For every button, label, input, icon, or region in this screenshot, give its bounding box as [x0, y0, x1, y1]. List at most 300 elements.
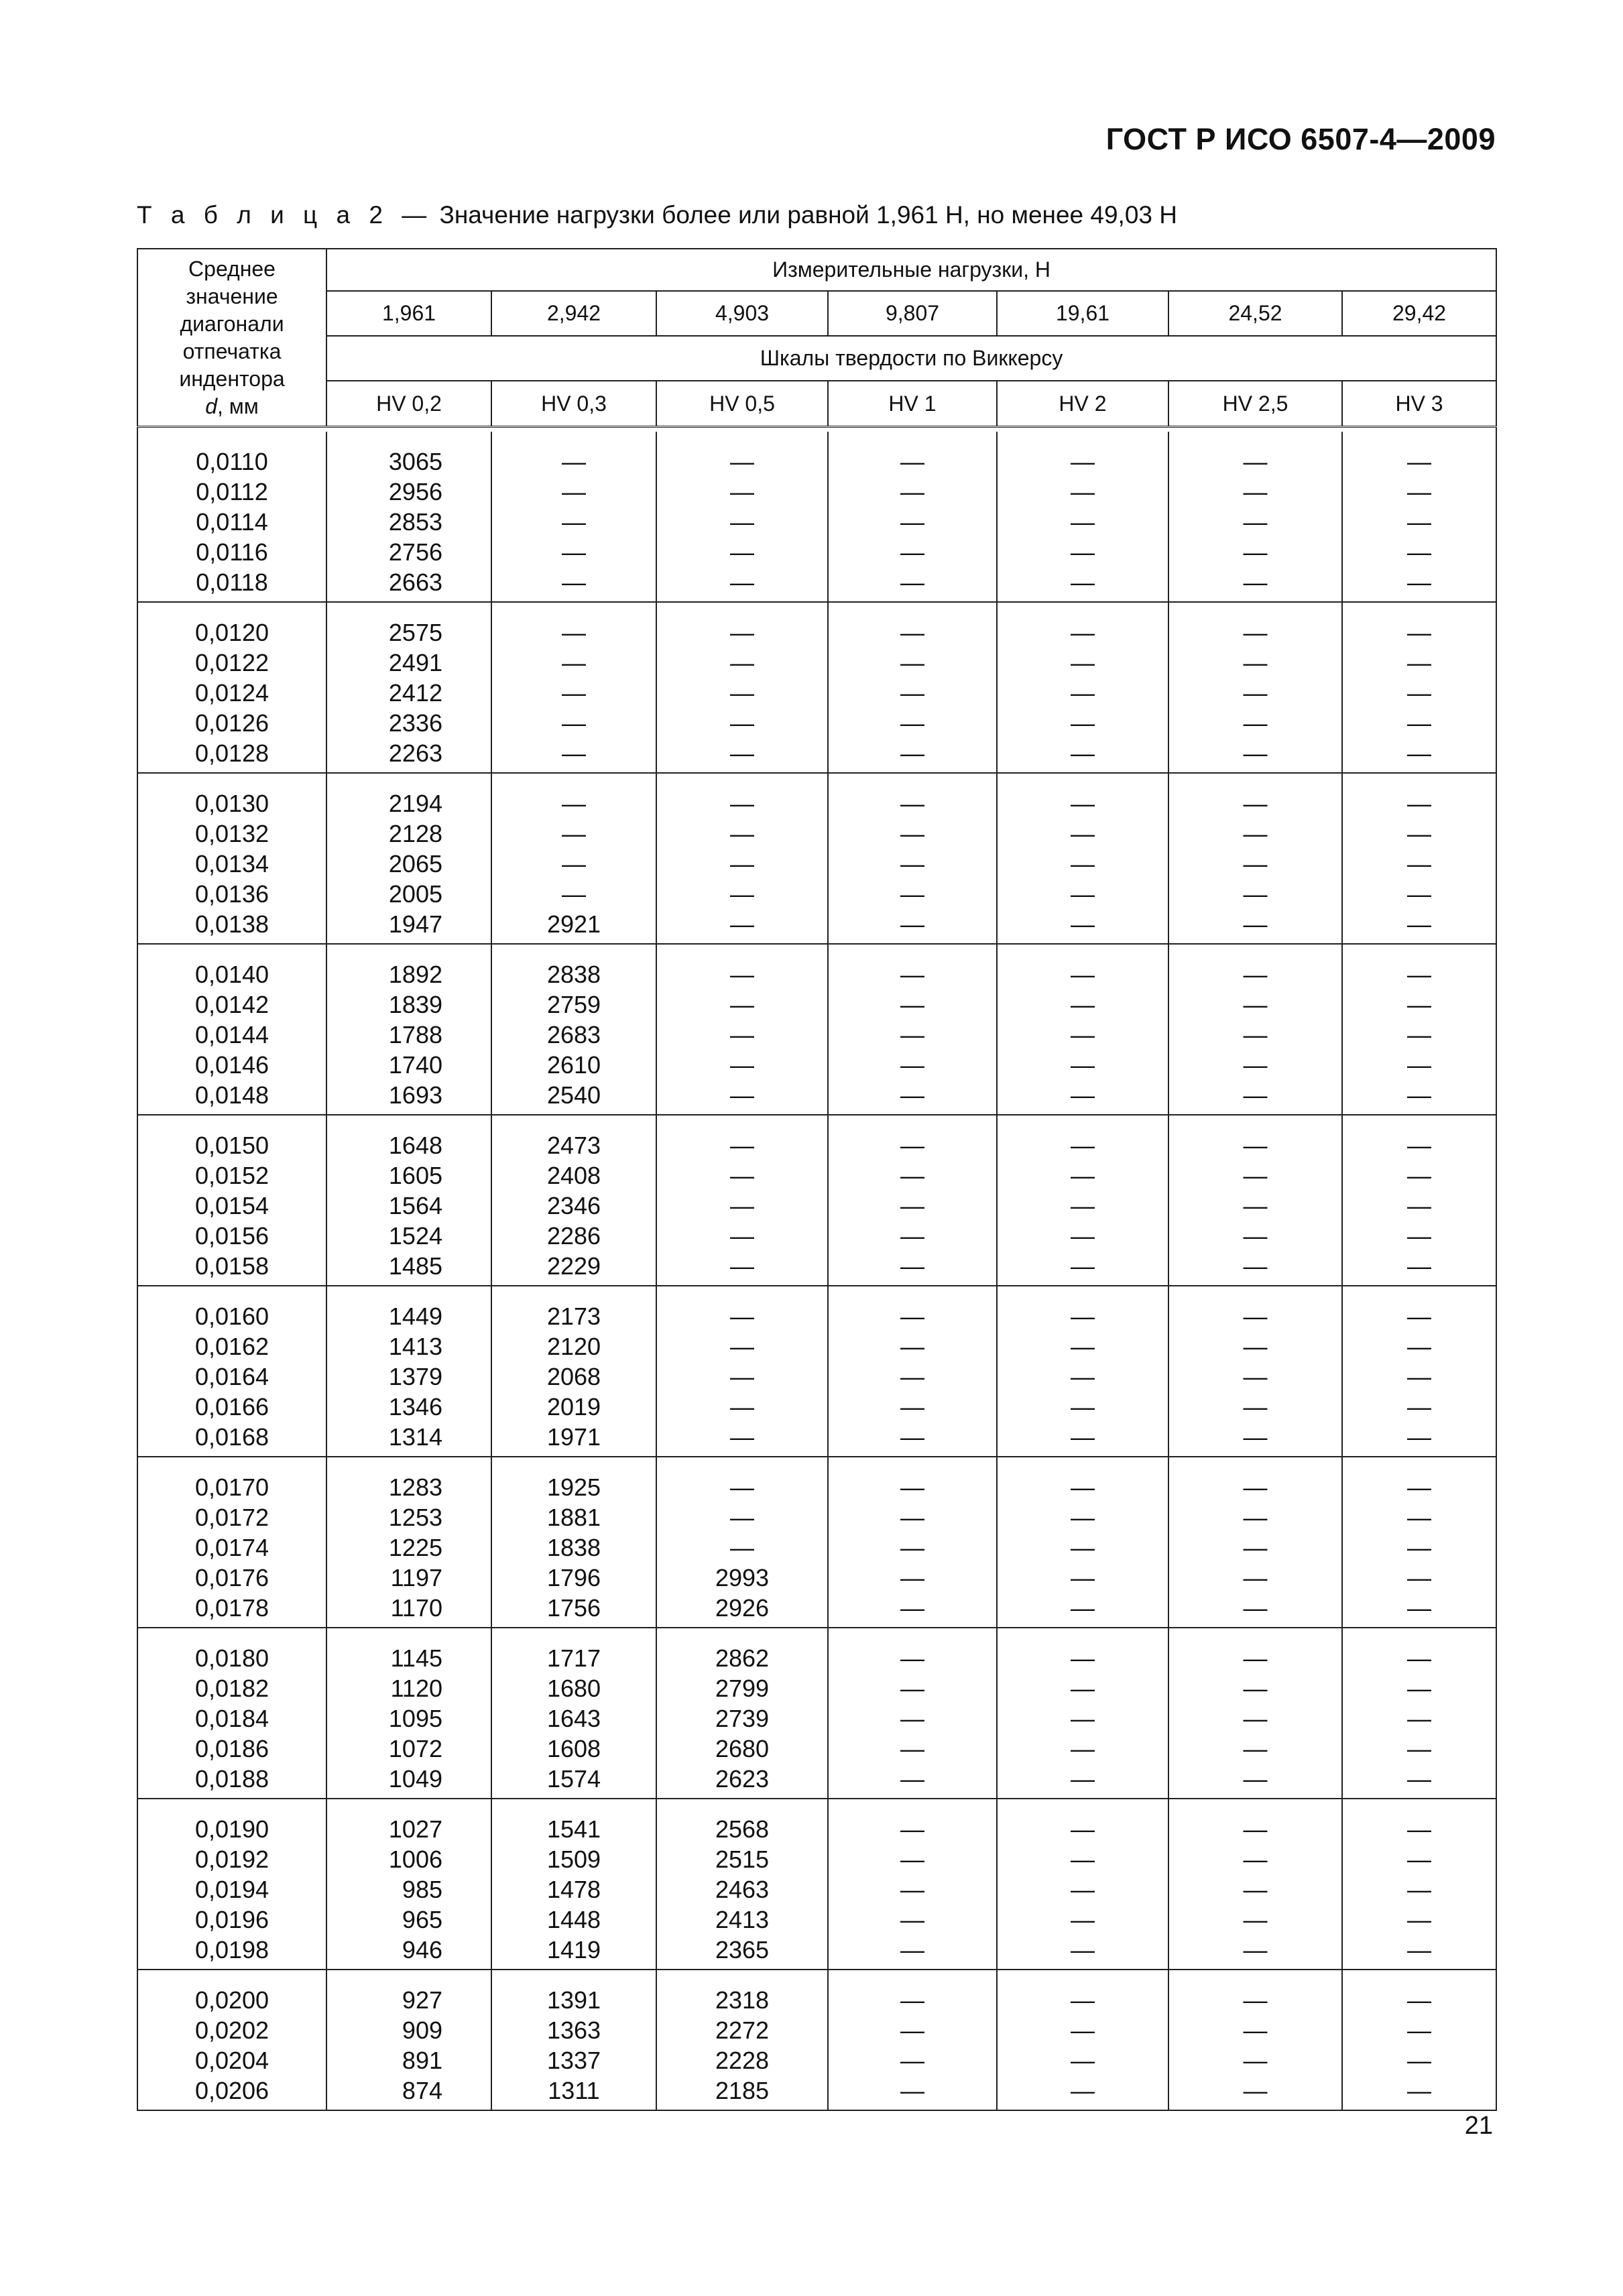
table-row [137, 2015, 1496, 2045]
scale-header-cell: HV 2,5 [1168, 381, 1342, 427]
scale-header-cell: HV 1 [828, 381, 997, 427]
hardness-cell: 1419 [491, 1935, 656, 1970]
hardness-cell: 2663 [326, 567, 491, 602]
diagonal-cell: 0,0182 [137, 1673, 326, 1703]
diagonal-cell: 0,0130 [137, 773, 326, 819]
hardness-cell: — [828, 1115, 997, 1160]
hardness-cell: 1680 [491, 1673, 656, 1703]
hardness-cell: — [1342, 1703, 1496, 1734]
hardness-cell: 1648 [326, 1115, 491, 1160]
table-row [137, 1191, 1496, 1221]
hardness-cell: — [828, 708, 997, 738]
load-header-cell: 9,807 [828, 291, 997, 336]
hardness-cell: 2263 [326, 738, 491, 773]
hardness-cell: — [1342, 1502, 1496, 1532]
hardness-cell: — [997, 989, 1168, 1020]
hardness-cell: — [828, 2075, 997, 2110]
hardness-cell: 2068 [491, 1362, 656, 1392]
hardness-cell: 1717 [491, 1628, 656, 1673]
hardness-cell: — [997, 1593, 1168, 1628]
hardness-cell: — [828, 1020, 997, 1050]
hardness-cell: — [997, 1191, 1168, 1221]
table-row [137, 1628, 1496, 1673]
load-header-cell: 24,52 [1168, 291, 1342, 336]
hardness-cell: 1756 [491, 1593, 656, 1628]
hardness-cell: — [828, 2045, 997, 2075]
hardness-cell: 1314 [326, 1422, 491, 1457]
hardness-cell: — [1168, 1799, 1342, 1844]
diagonal-cell: 0,0150 [137, 1115, 326, 1160]
hardness-cell: — [828, 1362, 997, 1392]
hardness-cell: — [1168, 773, 1342, 819]
hardness-cell: 1225 [326, 1532, 491, 1563]
hardness-cell: — [1342, 1532, 1496, 1563]
hardness-cell: 2185 [656, 2075, 828, 2110]
hardness-cell: — [828, 1703, 997, 1734]
table-row [137, 738, 1496, 773]
caption-prefix: Т а б л и ц а 2 — [137, 201, 433, 229]
hardness-cell: — [656, 1392, 828, 1422]
hardness-cell: — [828, 909, 997, 944]
hardness-cell: — [1168, 1970, 1342, 2015]
hardness-cell: — [1168, 1080, 1342, 1115]
table-row [137, 1422, 1496, 1457]
hardness-cell: — [997, 1286, 1168, 1331]
hardness-cell: 2568 [656, 1799, 828, 1844]
diagonal-cell: 0,0128 [137, 738, 326, 773]
hardness-cell: 1120 [326, 1673, 491, 1703]
table-row-group [137, 1457, 1496, 1628]
hardness-cell: — [656, 708, 828, 738]
hardness-cell: 1881 [491, 1502, 656, 1532]
diagonal-cell: 0,0192 [137, 1844, 326, 1874]
hardness-cell: — [997, 1221, 1168, 1251]
hardness-cell: — [656, 909, 828, 944]
hardness-cell: — [997, 2015, 1168, 2045]
hardness-cell: — [1342, 1935, 1496, 1970]
table-row [137, 708, 1496, 738]
hardness-cell: — [656, 1020, 828, 1050]
hardness-cell: 1363 [491, 2015, 656, 2045]
scale-header-cell: HV 0,3 [491, 381, 656, 427]
hardness-cell: 1693 [326, 1080, 491, 1115]
hardness-cell: 1197 [326, 1563, 491, 1593]
hardness-cell: — [656, 678, 828, 708]
hardness-cell: — [1168, 1502, 1342, 1532]
hardness-cell: 1839 [326, 989, 491, 1020]
hardness-cell: — [491, 602, 656, 648]
hardness-cell: — [656, 738, 828, 773]
hardness-cell: — [997, 1935, 1168, 1970]
hardness-cell: — [1342, 2045, 1496, 2075]
diagonal-cell: 0,0158 [137, 1251, 326, 1286]
hardness-cell: — [1168, 507, 1342, 537]
hardness-cell: — [1342, 1593, 1496, 1628]
hardness-cell: — [656, 1502, 828, 1532]
hardness-cell: — [997, 432, 1168, 477]
hardness-cell: — [1342, 849, 1496, 879]
table-row [137, 678, 1496, 708]
table-row [137, 1935, 1496, 1970]
document-code: ГОСТ Р ИСО 6507-4—2009 [1105, 122, 1496, 156]
table-row [137, 1080, 1496, 1115]
hardness-cell: — [1342, 1844, 1496, 1874]
hardness-cell: — [997, 738, 1168, 773]
hardness-cell: — [997, 1362, 1168, 1392]
hardness-cell: — [1168, 1844, 1342, 1874]
hardness-cell: — [828, 944, 997, 989]
hardness-cell: — [1342, 1050, 1496, 1080]
hardness-cell: — [656, 879, 828, 909]
hardness-cell: 2473 [491, 1115, 656, 1160]
hardness-cell: — [1168, 2045, 1342, 2075]
hardness-cell: — [491, 738, 656, 773]
hardness-cell: — [997, 678, 1168, 708]
table-row [137, 432, 1496, 477]
hardness-cell: — [997, 1628, 1168, 1673]
diagonal-cell: 0,0194 [137, 1874, 326, 1905]
hardness-cell: 1608 [491, 1734, 656, 1764]
hardness-cell: — [1168, 1362, 1342, 1392]
table-row [137, 2045, 1496, 2075]
hardness-cell: — [828, 648, 997, 678]
hardness-cell: — [1168, 1874, 1342, 1905]
hardness-cell: 1379 [326, 1362, 491, 1392]
hardness-cell: — [997, 477, 1168, 507]
hardness-cell: 1145 [326, 1628, 491, 1673]
table-row [137, 1050, 1496, 1080]
hardness-cell: — [828, 1673, 997, 1703]
table-row [137, 507, 1496, 537]
hardness-cell: 1892 [326, 944, 491, 989]
hardness-cell: — [1168, 1331, 1342, 1362]
hardness-cell: — [828, 1502, 997, 1532]
hardness-cell: 1971 [491, 1422, 656, 1457]
diagonal-cell: 0,0122 [137, 648, 326, 678]
diagonal-cell: 0,0144 [137, 1020, 326, 1050]
hardness-cell: 1643 [491, 1703, 656, 1734]
diagonal-cell: 0,0148 [137, 1080, 326, 1115]
hardness-cell: 2799 [656, 1673, 828, 1703]
load-header-cell: 29,42 [1342, 291, 1496, 336]
hardness-cell: — [1342, 1457, 1496, 1502]
hardness-cell: 1541 [491, 1799, 656, 1844]
table-row [137, 1221, 1496, 1251]
hardness-cell: 2683 [491, 1020, 656, 1050]
hardness-cell: 1283 [326, 1457, 491, 1502]
hardness-cell: — [828, 537, 997, 567]
hardness-cell: — [997, 2075, 1168, 2110]
hardness-cell: 2759 [491, 989, 656, 1020]
hardness-cell: — [656, 1115, 828, 1160]
hardness-cell: — [491, 477, 656, 507]
hardness-cell: — [997, 1844, 1168, 1874]
hardness-cell: — [1342, 1874, 1496, 1905]
hardness-cell: — [828, 849, 997, 879]
diagonal-cell: 0,0154 [137, 1191, 326, 1221]
diagonal-cell: 0,0164 [137, 1362, 326, 1392]
hardness-cell: — [828, 1532, 997, 1563]
hardness-cell: — [997, 1115, 1168, 1160]
hardness-cell: — [1168, 1593, 1342, 1628]
hardness-cell: — [1168, 1532, 1342, 1563]
scale-header-cell: HV 0,2 [326, 381, 491, 427]
hardness-cell: 1253 [326, 1502, 491, 1532]
load-header-cell: 1,961 [326, 291, 491, 336]
hardness-cell: — [491, 537, 656, 567]
hardness-cell: 1838 [491, 1532, 656, 1563]
hardness-cell: — [1168, 1703, 1342, 1734]
hardness-cell: — [1168, 909, 1342, 944]
hardness-cell: — [1342, 1160, 1496, 1191]
hardness-cell: — [1342, 2075, 1496, 2110]
table-row [137, 849, 1496, 879]
hardness-cell: — [1168, 537, 1342, 567]
table-row [137, 1502, 1496, 1532]
hardness-cell: — [1168, 708, 1342, 738]
hardness-cell: 2575 [326, 602, 491, 648]
diagonal-column-header: Среднее значение диагонали отпечатка индентора d, мм [137, 249, 326, 427]
hardness-cell: — [828, 1251, 997, 1286]
table-row [137, 819, 1496, 849]
hardness-cell: — [828, 1799, 997, 1844]
load-header-cell: 2,942 [491, 291, 656, 336]
table-row [137, 909, 1496, 944]
hardness-cell: 1509 [491, 1844, 656, 1874]
hardness-cell: — [1168, 819, 1342, 849]
hardness-cell: — [828, 1874, 997, 1905]
hardness-cell: — [828, 1286, 997, 1331]
hardness-cell: 1605 [326, 1160, 491, 1191]
hardness-cell: — [656, 507, 828, 537]
hardness-cell: 1311 [491, 2075, 656, 2110]
hardness-cell: 2365 [656, 1935, 828, 1970]
hardness-cell: — [656, 1362, 828, 1392]
diagonal-cell: 0,0138 [137, 909, 326, 944]
table-row [137, 1905, 1496, 1935]
hardness-cell: — [828, 507, 997, 537]
hardness-cell: — [828, 477, 997, 507]
hardness-cell: — [997, 1392, 1168, 1422]
hardness-cell: — [828, 2015, 997, 2045]
hardness-cell: — [1168, 944, 1342, 989]
table-caption [137, 201, 1177, 229]
hardness-cell: — [1168, 648, 1342, 678]
hardness-cell: — [828, 738, 997, 773]
hardness-cell: 2956 [326, 477, 491, 507]
hardness-cell: 874 [326, 2075, 491, 2110]
table-row-group [137, 1970, 1496, 2110]
table-row [137, 1799, 1496, 1844]
hardness-cell: — [997, 567, 1168, 602]
hardness-cell: — [997, 1502, 1168, 1532]
diagonal-cell: 0,0114 [137, 507, 326, 537]
hardness-cell: — [1342, 537, 1496, 567]
hardness-cell: — [828, 1221, 997, 1251]
hardness-cell: — [828, 1080, 997, 1115]
hardness-cell: — [1342, 909, 1496, 944]
diagonal-cell: 0,0200 [137, 1970, 326, 2015]
hardness-cell: 1027 [326, 1799, 491, 1844]
diagonal-cell: 0,0110 [137, 432, 326, 477]
hardness-cell: 2408 [491, 1160, 656, 1191]
hardness-cell: — [1342, 1799, 1496, 1844]
hardness-cell: — [1342, 1251, 1496, 1286]
hardness-cell: — [997, 1050, 1168, 1080]
hardness-cell: — [1342, 567, 1496, 602]
hardness-cell: 1072 [326, 1734, 491, 1764]
diagonal-cell: 0,0206 [137, 2075, 326, 2110]
hardness-cell: 927 [326, 1970, 491, 2015]
diagonal-cell: 0,0168 [137, 1422, 326, 1457]
hardness-cell: — [828, 602, 997, 648]
hardness-cell: 2413 [656, 1905, 828, 1935]
hardness-cell: — [491, 567, 656, 602]
table-row [137, 773, 1496, 819]
table-row-group [137, 1799, 1496, 1970]
hardness-cell: — [491, 773, 656, 819]
hardness-cell: — [997, 944, 1168, 989]
hardness-cell: 2346 [491, 1191, 656, 1221]
diagonal-cell: 0,0190 [137, 1799, 326, 1844]
scale-header-cell: HV 2 [997, 381, 1168, 427]
table-row [137, 1362, 1496, 1392]
hardness-cell: 1337 [491, 2045, 656, 2075]
hardness-cell: — [1342, 1673, 1496, 1703]
hardness-cell: — [491, 648, 656, 678]
table-row [137, 1532, 1496, 1563]
hardness-cell: — [491, 708, 656, 738]
hardness-cell: — [656, 1221, 828, 1251]
table-row-group [137, 432, 1496, 602]
hardness-cell: — [1342, 1905, 1496, 1935]
hardness-cell: — [828, 678, 997, 708]
hardness-cell: — [656, 989, 828, 1020]
hardness-cell: — [828, 1563, 997, 1593]
hardness-cell: 1170 [326, 1593, 491, 1628]
hardness-cell: — [1168, 2015, 1342, 2045]
hardness-cell: — [828, 432, 997, 477]
hardness-cell: — [997, 879, 1168, 909]
hardness-cell: 985 [326, 1874, 491, 1905]
hardness-cell: 2336 [326, 708, 491, 738]
table-row [137, 1844, 1496, 1874]
table-row [137, 1160, 1496, 1191]
hardness-cell: — [1168, 477, 1342, 507]
table-row [137, 1563, 1496, 1593]
table-row [137, 1874, 1496, 1905]
hardness-cell: 1564 [326, 1191, 491, 1221]
hardness-cell: — [1342, 2015, 1496, 2045]
diagonal-cell: 0,0140 [137, 944, 326, 989]
hardness-cell: 2120 [491, 1331, 656, 1362]
hardness-cell: — [1342, 879, 1496, 909]
hardness-cell: — [656, 567, 828, 602]
hardness-cell: — [828, 879, 997, 909]
hardness-cell: 1485 [326, 1251, 491, 1286]
loads-header: Измерительные нагрузки, Н [326, 249, 1496, 291]
hardness-cell: — [1168, 1673, 1342, 1703]
table-row [137, 1734, 1496, 1764]
hardness-cell: — [491, 432, 656, 477]
hardness-cell: — [1168, 1286, 1342, 1331]
hardness-cell: — [997, 1251, 1168, 1286]
diagonal-cell: 0,0132 [137, 819, 326, 849]
hardness-cell: — [491, 849, 656, 879]
table-row [137, 1331, 1496, 1362]
hardness-cell: — [997, 849, 1168, 879]
hardness-cell: — [997, 1764, 1168, 1799]
caption-text: Значение нагрузки более или равной 1,961 Н, но менее 49,03 Н [439, 201, 1177, 229]
hardness-cell: — [1168, 1191, 1342, 1221]
hardness-cell: — [997, 819, 1168, 849]
hardness-cell: — [997, 507, 1168, 537]
diagonal-cell: 0,0136 [137, 879, 326, 909]
diagonal-cell: 0,0188 [137, 1764, 326, 1799]
hardness-cell: — [1342, 678, 1496, 708]
hardness-cell: 1049 [326, 1764, 491, 1799]
hardness-cell: — [491, 879, 656, 909]
table-row-group [137, 773, 1496, 944]
hardness-cell: — [1168, 738, 1342, 773]
table-row [137, 1593, 1496, 1628]
hardness-cell: 2229 [491, 1251, 656, 1286]
hardness-cell: — [1342, 1970, 1496, 2015]
diagonal-cell: 0,0166 [137, 1392, 326, 1422]
diagonal-cell: 0,0204 [137, 2045, 326, 2075]
hardness-cell: — [656, 1286, 828, 1331]
table-row [137, 1020, 1496, 1050]
diagonal-cell: 0,0146 [137, 1050, 326, 1080]
hardness-cell: — [656, 1191, 828, 1221]
table-row-group [137, 1286, 1496, 1457]
hardness-cell: — [1168, 602, 1342, 648]
hardness-cell: — [1342, 1115, 1496, 1160]
hardness-cell: 946 [326, 1935, 491, 1970]
hardness-cell: — [656, 432, 828, 477]
table-row [137, 989, 1496, 1020]
hardness-cell: — [997, 1422, 1168, 1457]
hardness-cell: — [1168, 567, 1342, 602]
diagonal-cell: 0,0160 [137, 1286, 326, 1331]
table-row [137, 477, 1496, 507]
hardness-cell: — [1168, 849, 1342, 879]
hardness-cell: — [997, 909, 1168, 944]
hardness-cell: 1788 [326, 1020, 491, 1050]
hardness-cell: 1449 [326, 1286, 491, 1331]
diagonal-unit: d, мм [205, 394, 259, 418]
hardness-cell: — [1168, 1764, 1342, 1799]
hardness-cell: 2926 [656, 1593, 828, 1628]
hardness-cell: 909 [326, 2015, 491, 2045]
hardness-cell: 2862 [656, 1628, 828, 1673]
hardness-cell: 2610 [491, 1050, 656, 1080]
hardness-cell: — [828, 1734, 997, 1764]
table-row-group [137, 602, 1496, 773]
table-row [137, 1764, 1496, 1799]
hardness-cell: — [656, 1080, 828, 1115]
hardness-cell: 891 [326, 2045, 491, 2075]
hardness-cell: — [828, 1457, 997, 1502]
table-row [137, 567, 1496, 602]
hardness-cell: — [997, 1080, 1168, 1115]
hardness-cell: — [828, 1160, 997, 1191]
hardness-cell: 2515 [656, 1844, 828, 1874]
hardness-cell: 1413 [326, 1331, 491, 1362]
hardness-cell: 2921 [491, 909, 656, 944]
hardness-cell: — [1342, 1764, 1496, 1799]
hardness-cell: 1006 [326, 1844, 491, 1874]
